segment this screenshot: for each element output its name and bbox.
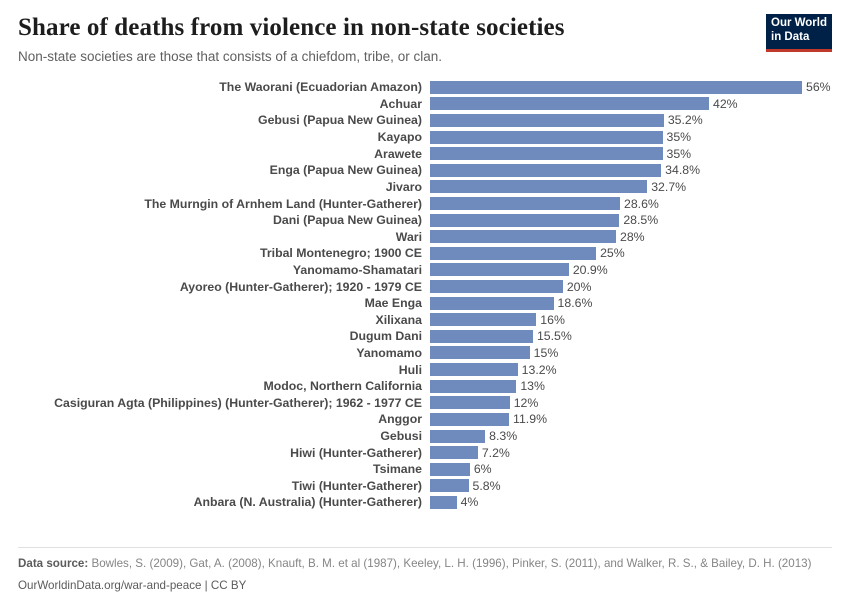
bar-category-label: Yanomamo <box>356 345 422 360</box>
bar-category-label: Hiwi (Hunter-Gatherer) <box>290 445 422 460</box>
bar-category-label: Jivaro <box>385 179 422 194</box>
bar-rows <box>18 79 832 511</box>
bar-track <box>430 96 832 113</box>
bar[interactable] <box>430 164 661 177</box>
bar[interactable] <box>430 396 510 409</box>
bar-value-label: 13% <box>520 379 545 394</box>
bar[interactable] <box>430 247 596 260</box>
bar-track <box>430 328 832 345</box>
bar-track <box>430 129 832 146</box>
bar-track <box>430 395 832 412</box>
bar[interactable] <box>430 114 664 127</box>
bar-value-label: 35.2% <box>667 113 703 128</box>
bar-row[interactable] <box>18 444 832 461</box>
bar[interactable] <box>430 479 469 492</box>
bar-row[interactable] <box>18 461 832 478</box>
bar-row[interactable] <box>18 345 832 362</box>
bar-row[interactable] <box>18 428 832 445</box>
data-source-text: Bowles, S. (2009), Gat, A. (2008), Knauft, B. M. et al (1987), Keeley, L. H. (1996), Pinker, S. (2011), and Walker, R. S., & Bailey, D. H. (2013) <box>91 557 812 571</box>
bar-row[interactable] <box>18 145 832 162</box>
bar-track <box>430 345 832 362</box>
bar-category-label: Gebusi <box>380 429 422 444</box>
bar-category-label: Tiwi (Hunter-Gatherer) <box>291 478 422 493</box>
data-source-prefix: Data source: <box>18 557 89 571</box>
bar-category-label: The Waorani (Ecuadorian Amazon) <box>219 80 422 95</box>
bar-category-label: Wari <box>395 229 422 244</box>
bar[interactable] <box>430 230 616 243</box>
bar-category-label: Xilixana <box>375 312 422 327</box>
bar-category-label: Gebusi (Papua New Guinea) <box>258 113 422 128</box>
bar[interactable] <box>430 313 536 326</box>
bar-track <box>430 162 832 179</box>
bar-track <box>430 444 832 461</box>
logo-line-1: Our World <box>771 17 828 29</box>
bar-row[interactable] <box>18 245 832 262</box>
logo-line-2: in Data <box>771 30 810 43</box>
bar-value-label: 18.6% <box>557 296 593 311</box>
bar-value-label: 56% <box>806 80 831 95</box>
bar-category-label: Achuar <box>379 96 422 111</box>
bar-value-label: 25% <box>600 246 625 261</box>
bar-row[interactable] <box>18 361 832 378</box>
bar-row[interactable] <box>18 378 832 395</box>
bar-value-label: 32.7% <box>651 179 687 194</box>
bar-track <box>430 245 832 262</box>
bar-track <box>430 378 832 395</box>
bar-track <box>430 179 832 196</box>
bar[interactable] <box>430 263 569 276</box>
bar[interactable] <box>430 496 457 509</box>
bar-track <box>430 311 832 328</box>
bar[interactable] <box>430 330 533 343</box>
bar-track <box>430 278 832 295</box>
bar-category-label: The Murngin of Arnhem Land (Hunter-Gatherer) <box>144 196 422 211</box>
bar-row[interactable] <box>18 328 832 345</box>
bar-track <box>430 112 832 129</box>
bar[interactable] <box>430 147 663 160</box>
bar-row[interactable] <box>18 79 832 96</box>
bar-category-label: Huli <box>398 362 422 377</box>
bar-row[interactable] <box>18 494 832 511</box>
bar-category-label: Modoc, Northern California <box>263 379 422 394</box>
bar-row[interactable] <box>18 96 832 113</box>
bar-track <box>430 461 832 478</box>
bar-category-label: Mae Enga <box>364 296 422 311</box>
bar[interactable] <box>430 280 563 293</box>
bar-row[interactable] <box>18 311 832 328</box>
bar-track <box>430 411 832 428</box>
bar-row[interactable] <box>18 262 832 279</box>
bar-row[interactable] <box>18 179 832 196</box>
bar-value-label: 6% <box>473 462 492 477</box>
bar-value-label: 4% <box>460 495 479 510</box>
bar-value-label: 15.5% <box>536 329 572 344</box>
bar-category-label: Dani (Papua New Guinea) <box>273 213 422 228</box>
bar-track <box>430 494 832 511</box>
bar[interactable] <box>430 197 620 210</box>
bar-value-label: 12% <box>513 395 539 410</box>
bar-value-label: 5.8% <box>472 478 501 493</box>
bar-track <box>430 145 832 162</box>
bar-track <box>430 478 832 495</box>
bar[interactable] <box>430 180 647 193</box>
bar-row[interactable] <box>18 129 832 146</box>
bar-value-label: 7.2% <box>481 445 510 460</box>
bar-category-label: Dugum Dani <box>349 329 422 344</box>
bar-value-label: 28.5% <box>623 213 659 228</box>
chart-header <box>18 14 832 65</box>
page-title: Share of deaths from violence in non-state societies <box>18 14 565 41</box>
bar[interactable] <box>430 81 802 94</box>
bar-row[interactable] <box>18 278 832 295</box>
bar-track <box>430 79 832 96</box>
page-subtitle: Non-state societies are those that consists of a chiefdom, tribe, or clan. <box>18 48 442 64</box>
bar-category-label: Anbara (N. Australia) (Hunter-Gatherer) <box>193 495 422 510</box>
bar-row[interactable] <box>18 295 832 312</box>
bar[interactable] <box>430 380 516 393</box>
bar-row[interactable] <box>18 212 832 229</box>
bar-value-label: 28.6% <box>623 196 659 211</box>
bar-track <box>430 228 832 245</box>
bar[interactable] <box>430 463 470 476</box>
bar-track <box>430 262 832 279</box>
bar-category-label: Casiguran Agta (Philippines) (Hunter-Gatherer); 1962 - 1977 CE <box>54 395 422 410</box>
bar[interactable] <box>430 346 530 359</box>
bar[interactable] <box>430 297 554 310</box>
bar-value-label: 16% <box>540 312 565 327</box>
bar-row[interactable] <box>18 228 832 245</box>
bar-category-label: Enga (Papua New Guinea) <box>269 163 422 178</box>
bar-value-label: 8.3% <box>489 429 518 444</box>
bar-row[interactable] <box>18 478 832 495</box>
bar-track <box>430 195 832 212</box>
bar-value-label: 35% <box>666 130 692 145</box>
bar-category-label: Tribal Montenegro; 1900 CE <box>260 246 422 261</box>
bar-category-label: Yanomamo-Shamatari <box>292 262 422 277</box>
bar[interactable] <box>430 363 518 376</box>
bar-chart <box>18 79 832 511</box>
bar[interactable] <box>430 131 663 144</box>
chart-credit[interactable]: OurWorldinData.org/war-and-peace | CC BY <box>18 579 247 592</box>
bar-row[interactable] <box>18 162 832 179</box>
chart-footer <box>18 547 832 592</box>
bar-value-label: 20% <box>566 279 592 294</box>
bar-category-label: Tsimane <box>373 462 422 477</box>
bar-category-label: Anggor <box>378 412 422 427</box>
bar-value-label: 20.9% <box>572 262 608 277</box>
bar-track <box>430 428 832 445</box>
bar[interactable] <box>430 97 709 110</box>
our-world-in-data-logo[interactable] <box>766 14 832 52</box>
bar-category-label: Kayapo <box>377 130 422 145</box>
bar-value-label: 28% <box>620 229 645 244</box>
bar-row[interactable] <box>18 112 832 129</box>
bar-row[interactable] <box>18 195 832 212</box>
bar-track <box>430 361 832 378</box>
bar[interactable] <box>430 214 619 227</box>
bar-row[interactable] <box>18 411 832 428</box>
bar-value-label: 42% <box>713 96 738 111</box>
bar-value-label: 13.2% <box>521 362 557 377</box>
bar-value-label: 34.8% <box>665 163 701 178</box>
bar-track <box>430 212 832 229</box>
bar[interactable] <box>430 430 485 443</box>
bar[interactable] <box>430 413 509 426</box>
bar-category-label: Arawete <box>374 146 422 161</box>
bar[interactable] <box>430 446 478 459</box>
bar-row[interactable] <box>18 395 832 412</box>
bar-value-label: 15% <box>533 345 559 360</box>
bar-category-label: Ayoreo (Hunter-Gatherer); 1920 - 1979 CE <box>179 279 422 294</box>
data-source <box>18 556 832 572</box>
bar-track <box>430 295 832 312</box>
bar-value-label: 35% <box>666 146 692 161</box>
bar-value-label: 11.9% <box>513 412 548 427</box>
